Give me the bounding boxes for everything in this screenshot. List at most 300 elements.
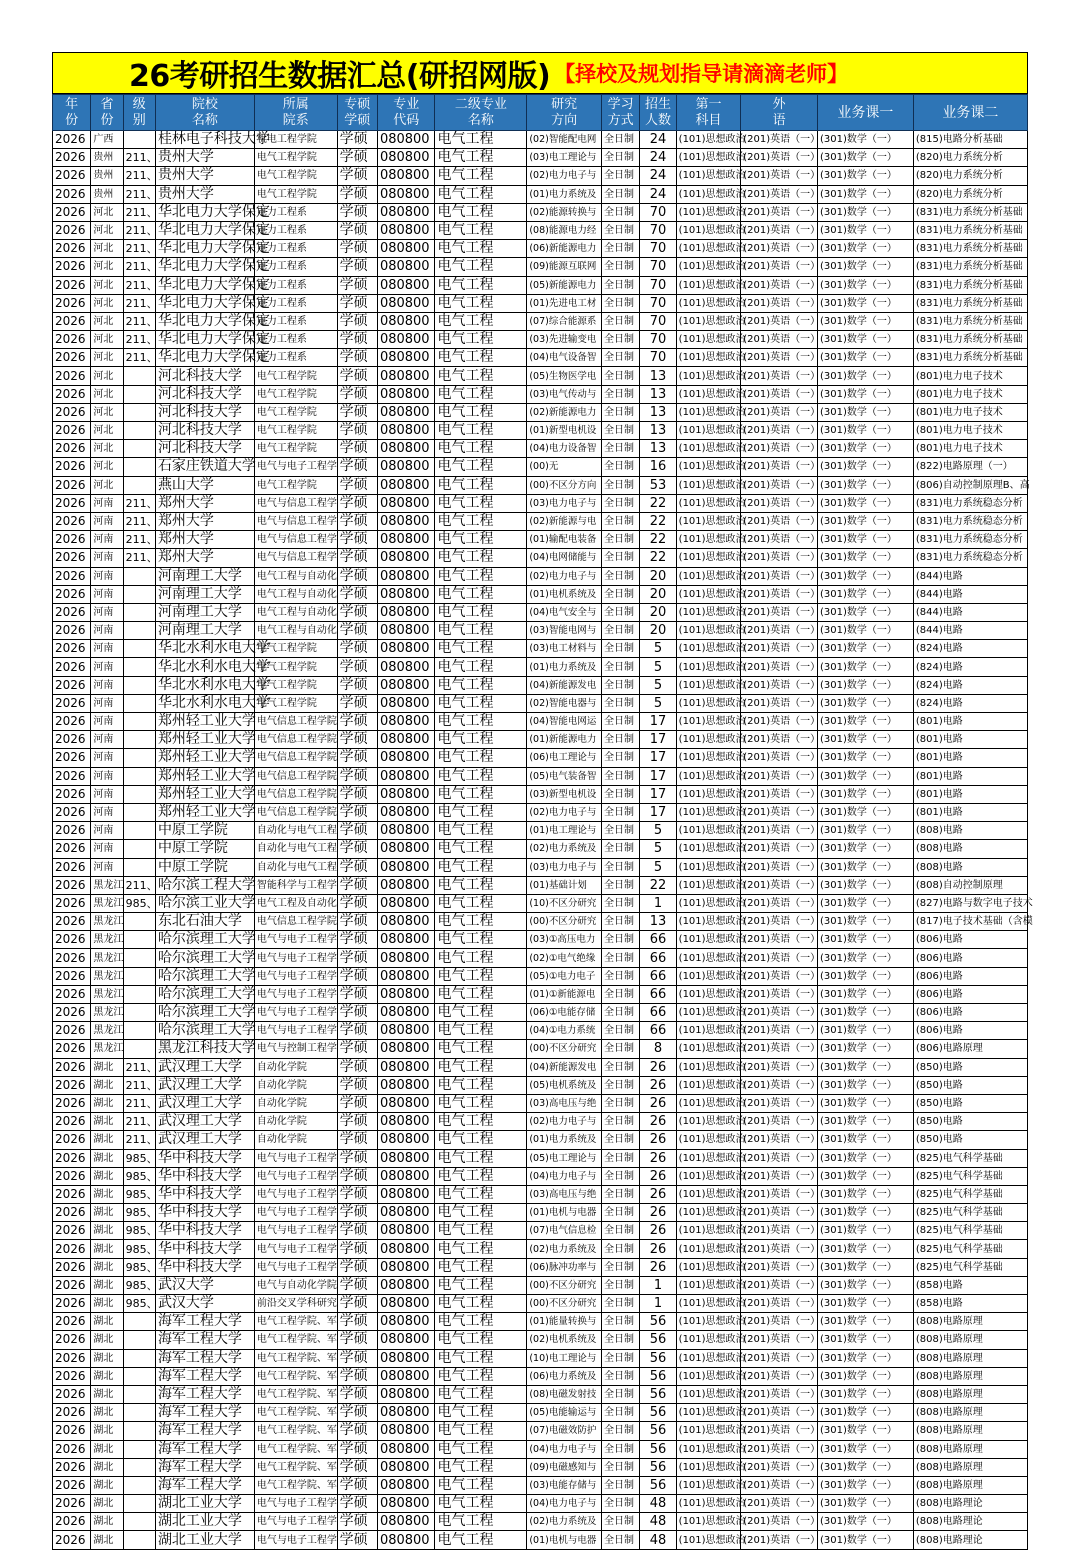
major-code-cell: 080800 [377, 1331, 435, 1349]
foreign-language-cell: (201)英语（一） [741, 331, 818, 349]
course1-cell: (301)数学（一） [817, 385, 913, 403]
department-cell: 电气工程学院、军 [254, 1331, 337, 1349]
school-cell: 华北水利水电大学 [155, 676, 254, 694]
school-cell: 海军工程大学 [155, 1458, 254, 1476]
quota-cell: 56 [640, 1331, 676, 1349]
degree-type-cell: 学硕 [337, 1276, 377, 1294]
major-name-cell: 电气工程 [435, 767, 527, 785]
tier-cell: 211、 [123, 149, 155, 167]
table-row [53, 803, 1028, 821]
study-mode-cell: 全日制 [602, 858, 640, 876]
degree-type-cell: 学硕 [337, 240, 377, 258]
foreign-language-cell: (201)英语（一） [741, 349, 818, 367]
tier-cell [123, 676, 155, 694]
school-cell: 华北电力大学保定 [155, 221, 254, 239]
direction-cell: (02)①电气绝缘 [527, 949, 602, 967]
course2-cell: (808)电路理论 [913, 1513, 1027, 1531]
province-cell: 黑龙江 [91, 967, 123, 985]
course2-cell: (808)电路原理 [913, 1458, 1027, 1476]
degree-type-cell: 学硕 [337, 531, 377, 549]
quota-cell: 26 [640, 1149, 676, 1167]
department-cell: 电气信息工程学院 [254, 785, 337, 803]
course1-cell: (301)数学（一） [817, 1313, 913, 1331]
direction-cell: (05)电能输运与 [527, 1404, 602, 1422]
column-header-line1: 学习 [607, 96, 634, 112]
school-cell: 武汉大学 [155, 1295, 254, 1313]
major-code-cell: 080800 [377, 658, 435, 676]
study-mode-cell: 全日制 [602, 985, 640, 1003]
course2-cell: (801)电路 [913, 785, 1027, 803]
tier-cell [123, 931, 155, 949]
school-cell: 贵州大学 [155, 167, 254, 185]
course1-cell: (301)数学（一） [817, 622, 913, 640]
province-cell: 湖北 [91, 1149, 123, 1167]
course2-cell: (850)电路 [913, 1076, 1027, 1094]
tier-cell [123, 458, 155, 476]
major-name-cell: 电气工程 [435, 331, 527, 349]
foreign-language-cell: (201)英语（一） [741, 403, 818, 421]
table-row [53, 476, 1028, 494]
quota-cell: 70 [640, 294, 676, 312]
subject1-cell: (101)思想政治 [676, 1058, 741, 1076]
column-header: 业务课二 [913, 95, 1027, 131]
degree-type-cell: 学硕 [337, 1422, 377, 1440]
study-mode-cell: 全日制 [602, 1040, 640, 1058]
school-cell: 华北电力大学保定 [155, 276, 254, 294]
tier-cell [123, 967, 155, 985]
course1-cell: (301)数学（一） [817, 676, 913, 694]
department-cell: 电气与电子工程学 [254, 1004, 337, 1022]
table-row [53, 785, 1028, 803]
tier-cell: 211、 [123, 1131, 155, 1149]
study-mode-cell: 全日制 [602, 494, 640, 512]
course2-cell: (825)电气科学基础 [913, 1258, 1027, 1276]
school-cell: 石家庄铁道大学 [155, 458, 254, 476]
foreign-language-cell: (201)英语（一） [741, 221, 818, 239]
direction-cell: (07)电气信息检 [527, 1222, 602, 1240]
subject1-cell: (101)思想政治 [676, 822, 741, 840]
course2-cell: (824)电路 [913, 658, 1027, 676]
subject1-cell: (101)思想政治 [676, 403, 741, 421]
quota-cell: 22 [640, 512, 676, 530]
major-name-cell: 电气工程 [435, 531, 527, 549]
table-row [53, 1167, 1028, 1185]
table-row [53, 1458, 1028, 1476]
subject1-cell: (101)思想政治 [676, 658, 741, 676]
course1-cell: (301)数学（一） [817, 858, 913, 876]
direction-cell: (01)电力系统及 [527, 185, 602, 203]
foreign-language-cell: (201)英语（一） [741, 913, 818, 931]
quota-cell: 56 [640, 1476, 676, 1494]
school-cell: 东北石油大学 [155, 913, 254, 931]
major-code-cell: 080800 [377, 294, 435, 312]
province-cell: 湖北 [91, 1313, 123, 1331]
department-cell: 电气工程与自动化 [254, 585, 337, 603]
major-code-cell: 080800 [377, 221, 435, 239]
course1-cell: (301)数学（一） [817, 931, 913, 949]
province-cell: 湖北 [91, 1458, 123, 1476]
table-row [53, 1349, 1028, 1367]
quota-cell: 26 [640, 1131, 676, 1149]
course1-cell: (301)数学（一） [817, 985, 913, 1003]
foreign-language-cell: (201)英语（一） [741, 1240, 818, 1258]
tier-cell [123, 1404, 155, 1422]
quota-cell: 66 [640, 931, 676, 949]
table-row [53, 1276, 1028, 1294]
province-cell: 河南 [91, 658, 123, 676]
tier-cell: 211、 [123, 258, 155, 276]
study-mode-cell: 全日制 [602, 658, 640, 676]
tier-cell [123, 1040, 155, 1058]
degree-type-cell: 学硕 [337, 967, 377, 985]
course2-cell: (801)电力电子技术 [913, 403, 1027, 421]
course1-cell: (301)数学（一） [817, 803, 913, 821]
province-cell: 黑龙江 [91, 876, 123, 894]
degree-type-cell: 学硕 [337, 985, 377, 1003]
major-code-cell: 080800 [377, 640, 435, 658]
province-cell: 河南 [91, 512, 123, 530]
department-cell: 自动化学院 [254, 1058, 337, 1076]
major-name-cell: 电气工程 [435, 1149, 527, 1167]
degree-type-cell: 学硕 [337, 876, 377, 894]
table-row [53, 167, 1028, 185]
study-mode-cell: 全日制 [602, 1495, 640, 1513]
table-row [53, 349, 1028, 367]
year-cell: 2026 [53, 1458, 91, 1476]
foreign-language-cell: (201)英语（一） [741, 367, 818, 385]
tier-cell [123, 131, 155, 149]
major-name-cell: 电气工程 [435, 1349, 527, 1367]
major-name-cell: 电气工程 [435, 258, 527, 276]
school-cell: 哈尔滨理工大学 [155, 967, 254, 985]
course1-cell: (301)数学（一） [817, 749, 913, 767]
course1-cell: (301)数学（一） [817, 512, 913, 530]
direction-cell: (10)不区分研究 [527, 894, 602, 912]
degree-type-cell: 学硕 [337, 731, 377, 749]
study-mode-cell: 全日制 [602, 1531, 640, 1549]
study-mode-cell: 全日制 [602, 676, 640, 694]
quota-cell: 56 [640, 1440, 676, 1458]
course2-cell: (822)电路原理（一） [913, 458, 1027, 476]
table-row [53, 1222, 1028, 1240]
year-cell: 2026 [53, 1385, 91, 1403]
province-cell: 湖北 [91, 1513, 123, 1531]
major-code-cell: 080800 [377, 1258, 435, 1276]
department-cell: 电气工程学院 [254, 385, 337, 403]
subject1-cell: (101)思想政治 [676, 676, 741, 694]
province-cell: 湖北 [91, 1222, 123, 1240]
column-header-line2: 科目 [695, 112, 722, 128]
major-name-cell: 电气工程 [435, 476, 527, 494]
table-row [53, 221, 1028, 239]
school-cell: 武汉理工大学 [155, 1113, 254, 1131]
department-cell: 电气与信息工程学 [254, 512, 337, 530]
foreign-language-cell: (201)英语（一） [741, 1185, 818, 1203]
table-row [53, 1367, 1028, 1385]
school-cell: 中原工学院 [155, 858, 254, 876]
subject1-cell: (101)思想政治 [676, 749, 741, 767]
quota-cell: 13 [640, 403, 676, 421]
degree-type-cell: 学硕 [337, 403, 377, 421]
school-cell: 湖北工业大学 [155, 1513, 254, 1531]
course2-cell: (831)电力系统分析基础 [913, 294, 1027, 312]
department-cell: 电气工程学院 [254, 640, 337, 658]
table-row [53, 967, 1028, 985]
department-cell: 电气工程与自动化 [254, 603, 337, 621]
major-name-cell: 电气工程 [435, 1058, 527, 1076]
direction-cell: (05)①电力电子 [527, 967, 602, 985]
school-cell: 华北水利水电大学 [155, 694, 254, 712]
province-cell: 湖北 [91, 1131, 123, 1149]
quota-cell: 70 [640, 221, 676, 239]
tier-cell: 985、 [123, 1204, 155, 1222]
course1-cell: (301)数学（一） [817, 767, 913, 785]
major-name-cell: 电气工程 [435, 694, 527, 712]
direction-cell: (08)能源电力经 [527, 221, 602, 239]
major-name-cell: 电气工程 [435, 1458, 527, 1476]
major-name-cell: 电气工程 [435, 1040, 527, 1058]
quota-cell: 26 [640, 1058, 676, 1076]
quota-cell: 5 [640, 822, 676, 840]
major-name-cell: 电气工程 [435, 622, 527, 640]
degree-type-cell: 学硕 [337, 803, 377, 821]
table-row [53, 1476, 1028, 1494]
year-cell: 2026 [53, 1040, 91, 1058]
province-cell: 河北 [91, 276, 123, 294]
study-mode-cell: 全日制 [602, 1094, 640, 1112]
major-code-cell: 080800 [377, 1222, 435, 1240]
direction-cell: (00)不区分研究 [527, 1276, 602, 1294]
department-cell: 电气工程学院、军 [254, 1404, 337, 1422]
province-cell: 黑龙江 [91, 894, 123, 912]
major-name-cell: 电气工程 [435, 731, 527, 749]
department-cell: 电气信息工程学院 [254, 767, 337, 785]
school-cell: 华中科技大学 [155, 1185, 254, 1203]
direction-cell: (01)新型电机设 [527, 422, 602, 440]
tier-cell [123, 785, 155, 803]
table-row [53, 1531, 1028, 1549]
foreign-language-cell: (201)英语（一） [741, 1476, 818, 1494]
study-mode-cell: 全日制 [602, 1385, 640, 1403]
tier-cell [123, 1531, 155, 1549]
foreign-language-cell: (201)英语（一） [741, 167, 818, 185]
school-cell: 哈尔滨理工大学 [155, 1022, 254, 1040]
major-name-cell: 电气工程 [435, 931, 527, 949]
school-cell: 河南理工大学 [155, 603, 254, 621]
study-mode-cell: 全日制 [602, 476, 640, 494]
header-row [53, 95, 1028, 131]
course1-cell: (301)数学（一） [817, 131, 913, 149]
table-row [53, 1513, 1028, 1531]
province-cell: 贵州 [91, 167, 123, 185]
course2-cell: (808)电路原理 [913, 1367, 1027, 1385]
subject1-cell: (101)思想政治 [676, 894, 741, 912]
province-cell: 河南 [91, 713, 123, 731]
major-name-cell: 电气工程 [435, 1495, 527, 1513]
study-mode-cell: 全日制 [602, 1204, 640, 1222]
degree-type-cell: 学硕 [337, 694, 377, 712]
school-cell: 华北电力大学保定 [155, 349, 254, 367]
subject1-cell: (101)思想政治 [676, 640, 741, 658]
study-mode-cell: 全日制 [602, 1276, 640, 1294]
table-row [53, 331, 1028, 349]
subject1-cell: (101)思想政治 [676, 276, 741, 294]
subject1-cell: (101)思想政治 [676, 331, 741, 349]
quota-cell: 17 [640, 803, 676, 821]
column-header-line2: 份 [65, 112, 79, 128]
major-code-cell: 080800 [377, 240, 435, 258]
department-cell: 电气与电子工程学 [254, 1222, 337, 1240]
major-name-cell: 电气工程 [435, 1185, 527, 1203]
column-header-line1: 外 [772, 96, 786, 112]
province-cell: 黑龙江 [91, 1040, 123, 1058]
course2-cell: (825)电气科学基础 [913, 1222, 1027, 1240]
course2-cell: (831)电力系统分析基础 [913, 221, 1027, 239]
province-cell: 黑龙江 [91, 985, 123, 1003]
year-cell: 2026 [53, 967, 91, 985]
course2-cell: (831)电力系统分析基础 [913, 203, 1027, 221]
subject1-cell: (101)思想政治 [676, 1131, 741, 1149]
study-mode-cell: 全日制 [602, 167, 640, 185]
course1-cell: (301)数学（一） [817, 294, 913, 312]
subject1-cell: (101)思想政治 [676, 949, 741, 967]
column-header [91, 95, 123, 131]
province-cell: 湖北 [91, 1167, 123, 1185]
department-cell: 电气工程学院 [254, 367, 337, 385]
province-cell: 河南 [91, 567, 123, 585]
major-name-cell: 电气工程 [435, 403, 527, 421]
major-name-cell: 电气工程 [435, 1004, 527, 1022]
tier-cell [123, 1513, 155, 1531]
province-cell: 河南 [91, 494, 123, 512]
department-cell: 自动化学院 [254, 1113, 337, 1131]
year-cell: 2026 [53, 876, 91, 894]
province-cell: 河北 [91, 349, 123, 367]
column-header-line2: 院系 [282, 112, 309, 128]
course1-cell: (301)数学（一） [817, 203, 913, 221]
province-cell: 湖北 [91, 1076, 123, 1094]
province-cell: 湖北 [91, 1440, 123, 1458]
course1-cell: (301)数学（一） [817, 1004, 913, 1022]
foreign-language-cell: (201)英语（一） [741, 694, 818, 712]
major-code-cell: 080800 [377, 440, 435, 458]
direction-cell: (04)①电力系统 [527, 1022, 602, 1040]
direction-cell: (03)高电压与绝 [527, 1094, 602, 1112]
direction-cell: (02)能源转换与 [527, 203, 602, 221]
major-code-cell: 080800 [377, 822, 435, 840]
course2-cell: (825)电气科学基础 [913, 1204, 1027, 1222]
subject1-cell: (101)思想政治 [676, 494, 741, 512]
table-row [53, 203, 1028, 221]
course2-cell: (808)电路原理 [913, 1422, 1027, 1440]
course1-cell: (301)数学（一） [817, 312, 913, 330]
table-row [53, 458, 1028, 476]
major-name-cell: 电气工程 [435, 349, 527, 367]
department-cell: 电气与电子工程学 [254, 967, 337, 985]
subject1-cell: (101)思想政治 [676, 622, 741, 640]
major-code-cell: 080800 [377, 1531, 435, 1549]
course2-cell: (850)电路 [913, 1131, 1027, 1149]
direction-cell: (01)先进电工材 [527, 294, 602, 312]
course1-cell: (301)数学（一） [817, 949, 913, 967]
course1-cell: (301)数学（一） [817, 1349, 913, 1367]
course2-cell: (844)电路 [913, 622, 1027, 640]
province-cell: 湖北 [91, 1204, 123, 1222]
direction-cell: (04)新能源发电 [527, 676, 602, 694]
course2-cell: (801)电路 [913, 749, 1027, 767]
subject1-cell: (101)思想政治 [676, 1240, 741, 1258]
quota-cell: 5 [640, 658, 676, 676]
tier-cell [123, 658, 155, 676]
degree-type-cell: 学硕 [337, 822, 377, 840]
province-cell: 湖北 [91, 1349, 123, 1367]
course2-cell: (806)电路 [913, 1022, 1027, 1040]
major-code-cell: 080800 [377, 1458, 435, 1476]
province-cell: 河南 [91, 858, 123, 876]
major-name-cell: 电气工程 [435, 1240, 527, 1258]
province-cell: 河北 [91, 385, 123, 403]
province-cell: 湖北 [91, 1185, 123, 1203]
year-cell: 2026 [53, 458, 91, 476]
foreign-language-cell: (201)英语（一） [741, 1131, 818, 1149]
year-cell: 2026 [53, 403, 91, 421]
department-cell: 电力工程系 [254, 203, 337, 221]
table-row [53, 713, 1028, 731]
major-code-cell: 080800 [377, 1367, 435, 1385]
column-header: 业务课一 [817, 95, 913, 131]
school-cell: 华北电力大学保定 [155, 258, 254, 276]
degree-type-cell: 学硕 [337, 276, 377, 294]
table-row [53, 512, 1028, 530]
course1-cell: (301)数学（一） [817, 1204, 913, 1222]
table-row [53, 1094, 1028, 1112]
major-code-cell: 080800 [377, 1385, 435, 1403]
year-cell: 2026 [53, 131, 91, 149]
table-row [53, 131, 1028, 149]
table-row [53, 1440, 1028, 1458]
department-cell: 电气工程学院 [254, 149, 337, 167]
study-mode-cell: 全日制 [602, 1222, 640, 1240]
department-cell: 电力工程系 [254, 221, 337, 239]
degree-type-cell: 学硕 [337, 713, 377, 731]
province-cell: 湖北 [91, 1295, 123, 1313]
study-mode-cell: 全日制 [602, 1422, 640, 1440]
degree-type-cell: 学硕 [337, 894, 377, 912]
study-mode-cell: 全日制 [602, 312, 640, 330]
quota-cell: 24 [640, 185, 676, 203]
quota-cell: 17 [640, 731, 676, 749]
foreign-language-cell: (201)英语（一） [741, 549, 818, 567]
quota-cell: 70 [640, 258, 676, 276]
table-row [53, 240, 1028, 258]
province-cell: 河北 [91, 422, 123, 440]
tier-cell [123, 476, 155, 494]
column-header-line1: 院校 [191, 96, 218, 112]
degree-type-cell: 学硕 [337, 1440, 377, 1458]
study-mode-cell: 全日制 [602, 294, 640, 312]
major-code-cell: 080800 [377, 767, 435, 785]
course1-cell: (301)数学（一） [817, 1276, 913, 1294]
school-cell: 郑州大学 [155, 494, 254, 512]
major-name-cell: 电气工程 [435, 1331, 527, 1349]
column-header-line2: 方式 [607, 112, 634, 128]
degree-type-cell: 学硕 [337, 221, 377, 239]
major-name-cell: 电气工程 [435, 913, 527, 931]
major-code-cell: 080800 [377, 349, 435, 367]
degree-type-cell: 学硕 [337, 294, 377, 312]
quota-cell: 26 [640, 1222, 676, 1240]
foreign-language-cell: (201)英语（一） [741, 203, 818, 221]
